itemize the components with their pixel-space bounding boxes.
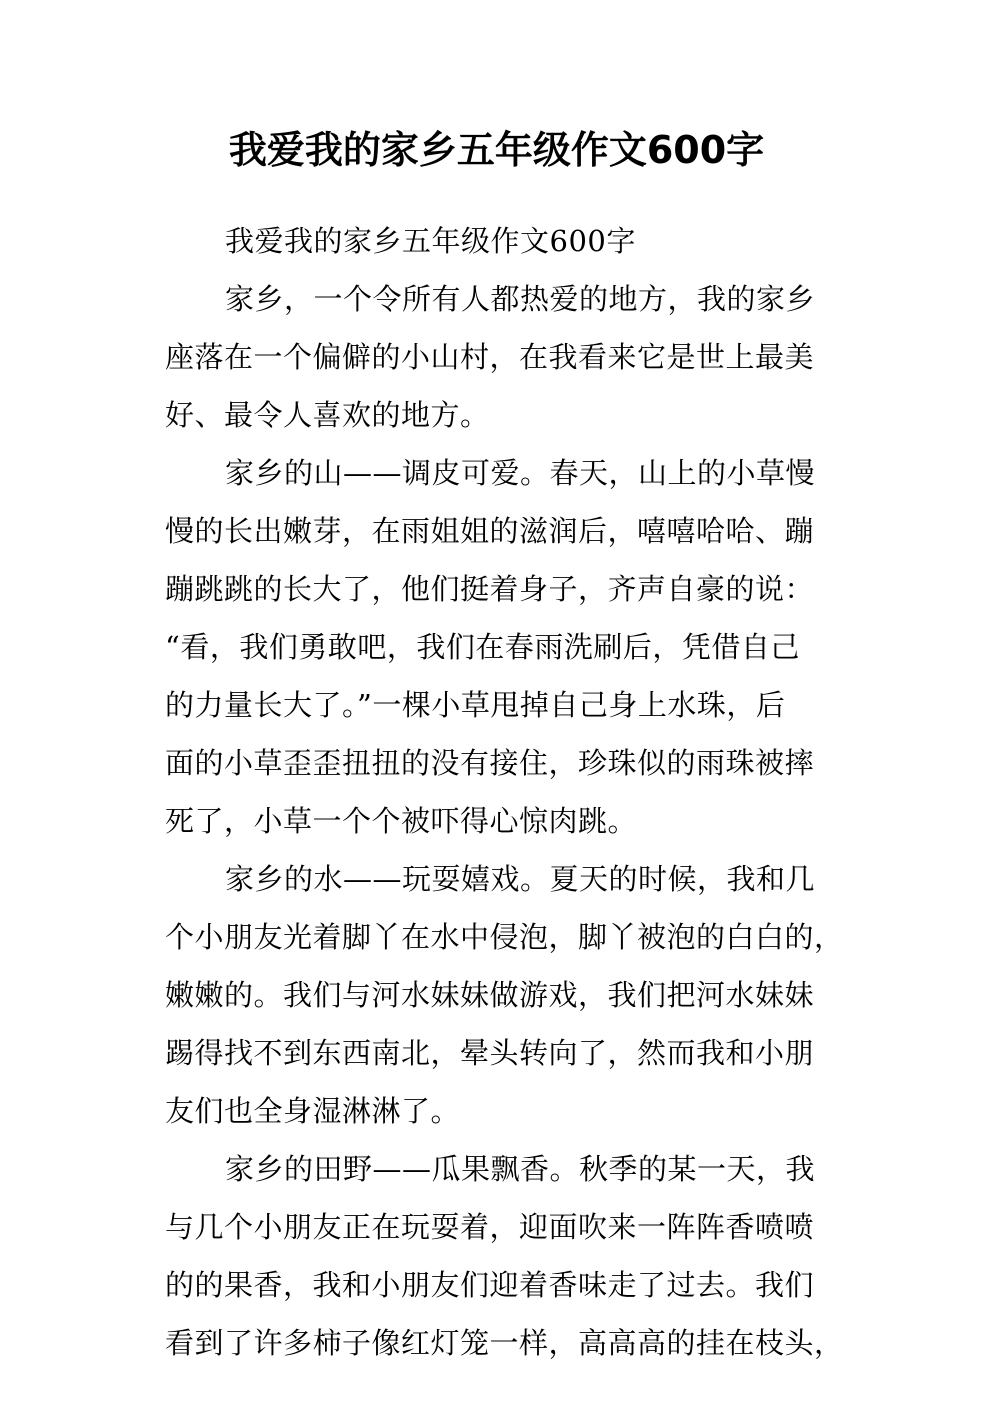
body-line-subtitle: 我爱我的家乡五年级作文600字	[225, 224, 636, 258]
document-title: 我爱我的家乡五年级作文600字	[228, 128, 765, 172]
body-line: 的力量长大了。”一棵小草甩掉自己身上水珠，后	[165, 688, 786, 722]
body-line: 面的小草歪歪扭扭的没有接住，珍珠似的雨珠被摔	[165, 746, 815, 780]
body-line: 好、最令人喜欢的地方。	[165, 398, 490, 432]
body-line: 友们也全身湿淋淋了。	[165, 1094, 461, 1128]
body-line: 慢的长出嫩芽，在雨姐姐的滋润后，嘻嘻哈哈、蹦	[165, 514, 815, 548]
body-line: 家乡，一个令所有人都热爱的地方，我的家乡	[225, 282, 816, 316]
body-line: 踢得找不到东西南北，晕头转向了，然而我和小朋	[165, 1036, 815, 1070]
body-line: 家乡的田野——瓜果飘香。秋季的某一天，我	[225, 1152, 816, 1186]
body-line: 的的果香，我和小朋友们迎着香味走了过去。我们	[165, 1268, 815, 1302]
body-line: 死了，小草一个个被吓得心惊肉跳。	[165, 804, 638, 838]
body-line: 嫩嫩的。我们与河水妹妹做游戏，我们把河水妹妹	[165, 978, 815, 1012]
body-line: 家乡的水——玩耍嬉戏。夏天的时候，我和几	[225, 862, 816, 896]
body-line: “看，我们勇敢吧，我们在春雨洗刷后，凭借自己	[165, 630, 800, 664]
body-line: 家乡的山——调皮可爱。春天，山上的小草慢	[225, 456, 816, 490]
body-line: 看到了许多柿子像红灯笼一样，高高高的挂在枝头，	[165, 1326, 844, 1360]
body-line: 蹦跳跳的长大了，他们挺着身子，齐声自豪的说：	[165, 572, 815, 606]
body-line: 个小朋友光着脚丫在水中侵泡，脚丫被泡的白白的，	[165, 920, 844, 954]
body-line: 与几个小朋友正在玩耍着，迎面吹来一阵阵香喷喷	[165, 1210, 815, 1244]
body-line: 座落在一个偏僻的小山村，在我看来它是世上最美	[165, 340, 815, 374]
